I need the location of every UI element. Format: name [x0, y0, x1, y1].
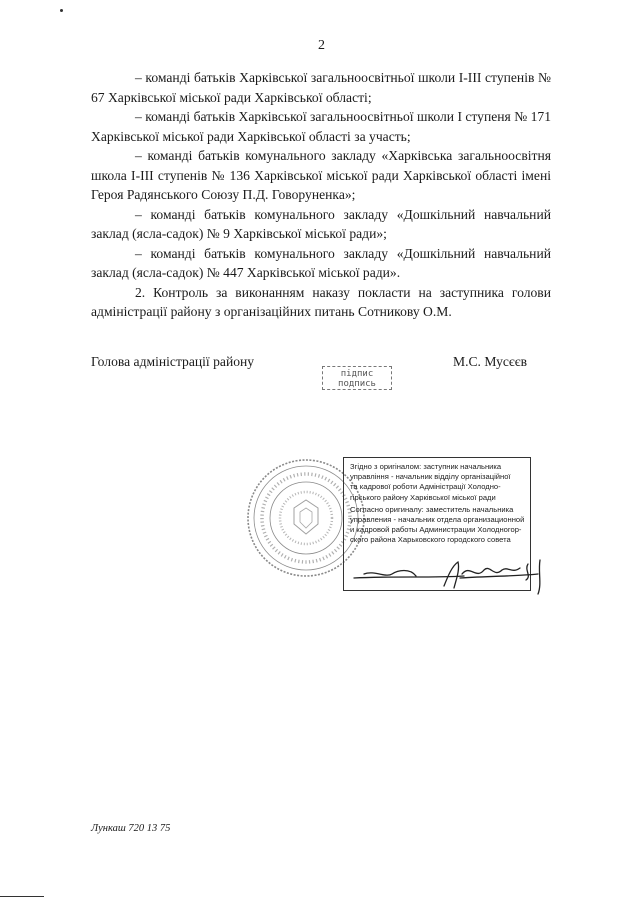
paragraph-1: – команді батьків Харківської загальноосвітньої школи І-ІІІ ступенів № 67 Харківської міської ради Харківської області; — [91, 70, 551, 105]
handwritten-signature-icon — [352, 556, 548, 596]
document-body — [91, 68, 551, 322]
footer-contact-note: Лункаш 720 13 75 — [91, 823, 171, 834]
scan-edge-line — [0, 896, 44, 897]
paragraph-3: – команді батьків комунального закладу «Харківська загальноосвітня школа І-ІІІ ступенів № 136 Харківської міської ради Харківської області імені Героя Радянського Союзу П.Д. Говоруненка»; — [91, 148, 551, 202]
page-number: 2 — [318, 38, 325, 53]
certify-line: Згідно з оригіналом: заступник начальника — [350, 462, 502, 471]
stamp-line-ru: подпись — [338, 379, 376, 389]
signatory-name: М.С. Мусєєв — [453, 354, 528, 369]
paragraph-2: – команді батьків Харківської загальноосвітньої школи І ступеня № 171 Харківської міської ради Харківської області за участь; — [91, 109, 551, 144]
paragraph-control: 2. Контроль за виконанням наказу покласти на заступника голови адміністрації району з організаційних питань Сотникову О.М. — [91, 284, 551, 319]
scan-mark — [60, 9, 63, 12]
paragraph-5: – команді батьків комунального закладу «Дошкільний навчальний заклад (ясла-садок) № 447 Харківської міської ради». — [91, 245, 551, 280]
certify-line: та кадрової роботи Адміністрації Холодно- — [350, 482, 501, 492]
signature-placeholder-stamp — [322, 366, 392, 390]
certify-line: гірського району Харківської міської ради — [350, 492, 496, 502]
certify-line: и кадровой работы Администрации Холодногор- — [350, 525, 522, 535]
certify-line: ского района Харьковского городского совета — [350, 535, 511, 545]
signatory-position: Голова адміністрації району — [91, 354, 255, 369]
paragraph-4: – команді батьків комунального закладу «Дошкільний навчальний заклад (ясла-садок) № 9 Харківської міської ради»; — [91, 206, 551, 241]
stamp-line-uk: підпис — [340, 369, 374, 379]
certify-line: Согласно оригиналу: заместитель начальника — [350, 504, 514, 514]
certify-line: управління - начальник відділу організаційної — [350, 472, 511, 482]
certify-line: управления - начальник отдела организационной — [350, 515, 524, 525]
